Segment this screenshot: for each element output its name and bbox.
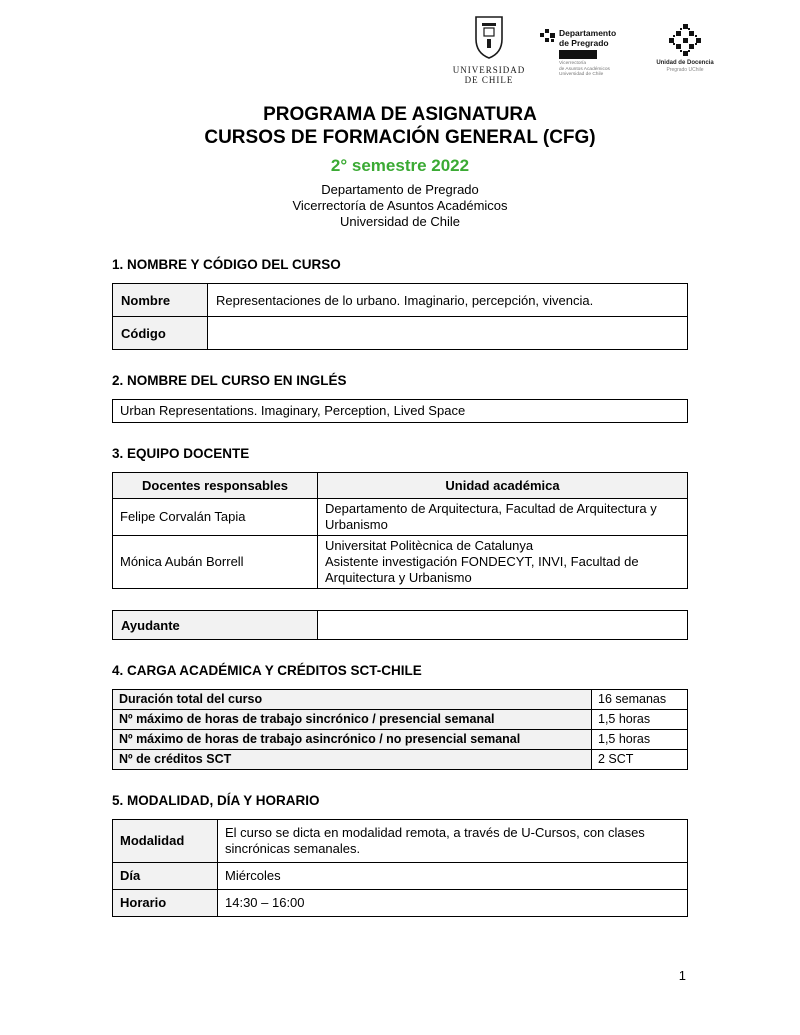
uchile-logo-text-line1: UNIVERSIDAD [452,65,526,75]
pregrado-logo-title-line2: de Pregrado [559,37,609,48]
ayudante-label: Ayudante [113,611,318,640]
async-hours-label: Nº máximo de horas de trabajo asincrónico / no presencial semanal [113,730,592,750]
department-line: Departamento de Pregrado [321,182,479,197]
instructor-unit-line: Asistente investigación FONDECYT, INVI, Facultad de Arquitectura y Urbanismo [325,554,639,585]
sync-hours-label: Nº máximo de horas de trabajo sincrónico / presencial semanal [113,710,592,730]
table-row [113,730,688,750]
table-row [113,690,688,710]
column-header-docentes: Docentes responsables [113,473,318,499]
pregrado-logo-sub3: Universidad de Chile [559,72,604,78]
horario-value: 14:30 – 16:00 [218,890,688,917]
document-title-line1: PROGRAMA DE ASIGNATURA [263,104,537,125]
course-code-value [208,317,688,350]
instructor-unit [318,499,688,536]
title-block [112,103,688,230]
modalidad-label: Modalidad [113,820,218,863]
instructor-name: Felipe Corvalán Tapia [113,499,318,536]
university-line: Universidad de Chile [340,214,460,229]
uchile-shield-icon [452,15,526,61]
table-row [113,863,688,890]
async-hours-value: 1,5 horas [592,730,688,750]
docencia-logo-line2: Pregrado UChile [666,67,704,73]
table-row [113,611,688,640]
section-3-heading: 3. EQUIPO DOCENTE [112,446,250,461]
course-name-table [112,283,688,350]
docencia-diamond-icon [650,23,720,57]
course-code-label: Código [113,317,208,350]
section-2-heading: 2. NOMBRE DEL CURSO EN INGLÉS [112,373,347,388]
table-row [113,536,688,589]
document-title-line2: CURSOS DE FORMACIÓN GENERAL (CFG) [204,127,596,148]
instructor-unit-line: Departamento de Arquitectura, Facultad de Arquitectura y Urbanismo [325,501,657,532]
instructor-unit-line: Universitat Politècnica de Catalunya [325,538,534,553]
uchile-logo [452,15,526,85]
english-name-value: Urban Representations. Imaginary, Perception, Lived Space [113,400,688,423]
dia-value: Miércoles [218,863,688,890]
table-row [113,820,688,863]
section-4-heading: 4. CARGA ACADÉMICA Y CRÉDITOS SCT-CHILE [112,663,422,678]
table-row [113,284,688,317]
table-row [113,317,688,350]
docencia-logo-line1: Unidad de Docencia [656,60,714,66]
page-number: 1 [678,968,686,983]
sync-hours-value: 1,5 horas [592,710,688,730]
pregrado-logo-sub1: Vicerrectoría [559,61,587,66]
instructor-name: Mónica Aubán Borrell [113,536,318,589]
sct-credits-value: 2 SCT [592,750,688,770]
table-row [113,710,688,730]
table-header-row [113,473,688,499]
docencia-logo [650,23,720,73]
table-row [113,499,688,536]
pregrado-pixels-icon [540,29,556,48]
pregrado-black-bar [559,50,597,59]
table-row [113,890,688,917]
sct-credits-label: Nº de créditos SCT [113,750,592,770]
pregrado-logo-sub2: de Asuntos Académicos [559,66,610,72]
course-name-label: Nombre [113,284,208,317]
modalidad-value: El curso se dicta en modalidad remota, a través de U-Cursos, con clases sincrónicas semanales. [218,820,688,863]
ayudante-table [112,610,688,640]
dia-label: Día [113,863,218,890]
semester-title: 2° semestre 2022 [330,156,470,175]
vicerrectoria-line: Vicerrectoría de Asuntos Académicos [292,198,508,213]
teaching-team-table [112,472,688,589]
horario-label: Horario [113,890,218,917]
table-row [113,750,688,770]
section-1-heading: 1. NOMBRE Y CÓDIGO DEL CURSO [112,257,341,272]
workload-table [112,689,688,770]
section-5-heading: 5. MODALIDAD, DÍA Y HORARIO [112,793,320,808]
pregrado-logo [540,29,636,78]
instructor-unit [318,536,688,589]
duration-value: 16 semanas [592,690,688,710]
schedule-table [112,819,688,917]
duration-label: Duración total del curso [113,690,592,710]
english-name-table [112,399,688,423]
header-logos [452,15,720,85]
uchile-logo-text-line2: DE CHILE [464,75,514,85]
ayudante-value [318,611,688,640]
column-header-unidad: Unidad académica [318,473,688,499]
table-row [113,400,688,423]
pregrado-logo-title-line1: Departamento [559,28,617,38]
course-name-value: Representaciones de lo urbano. Imaginario, percepción, vivencia. [208,284,688,317]
